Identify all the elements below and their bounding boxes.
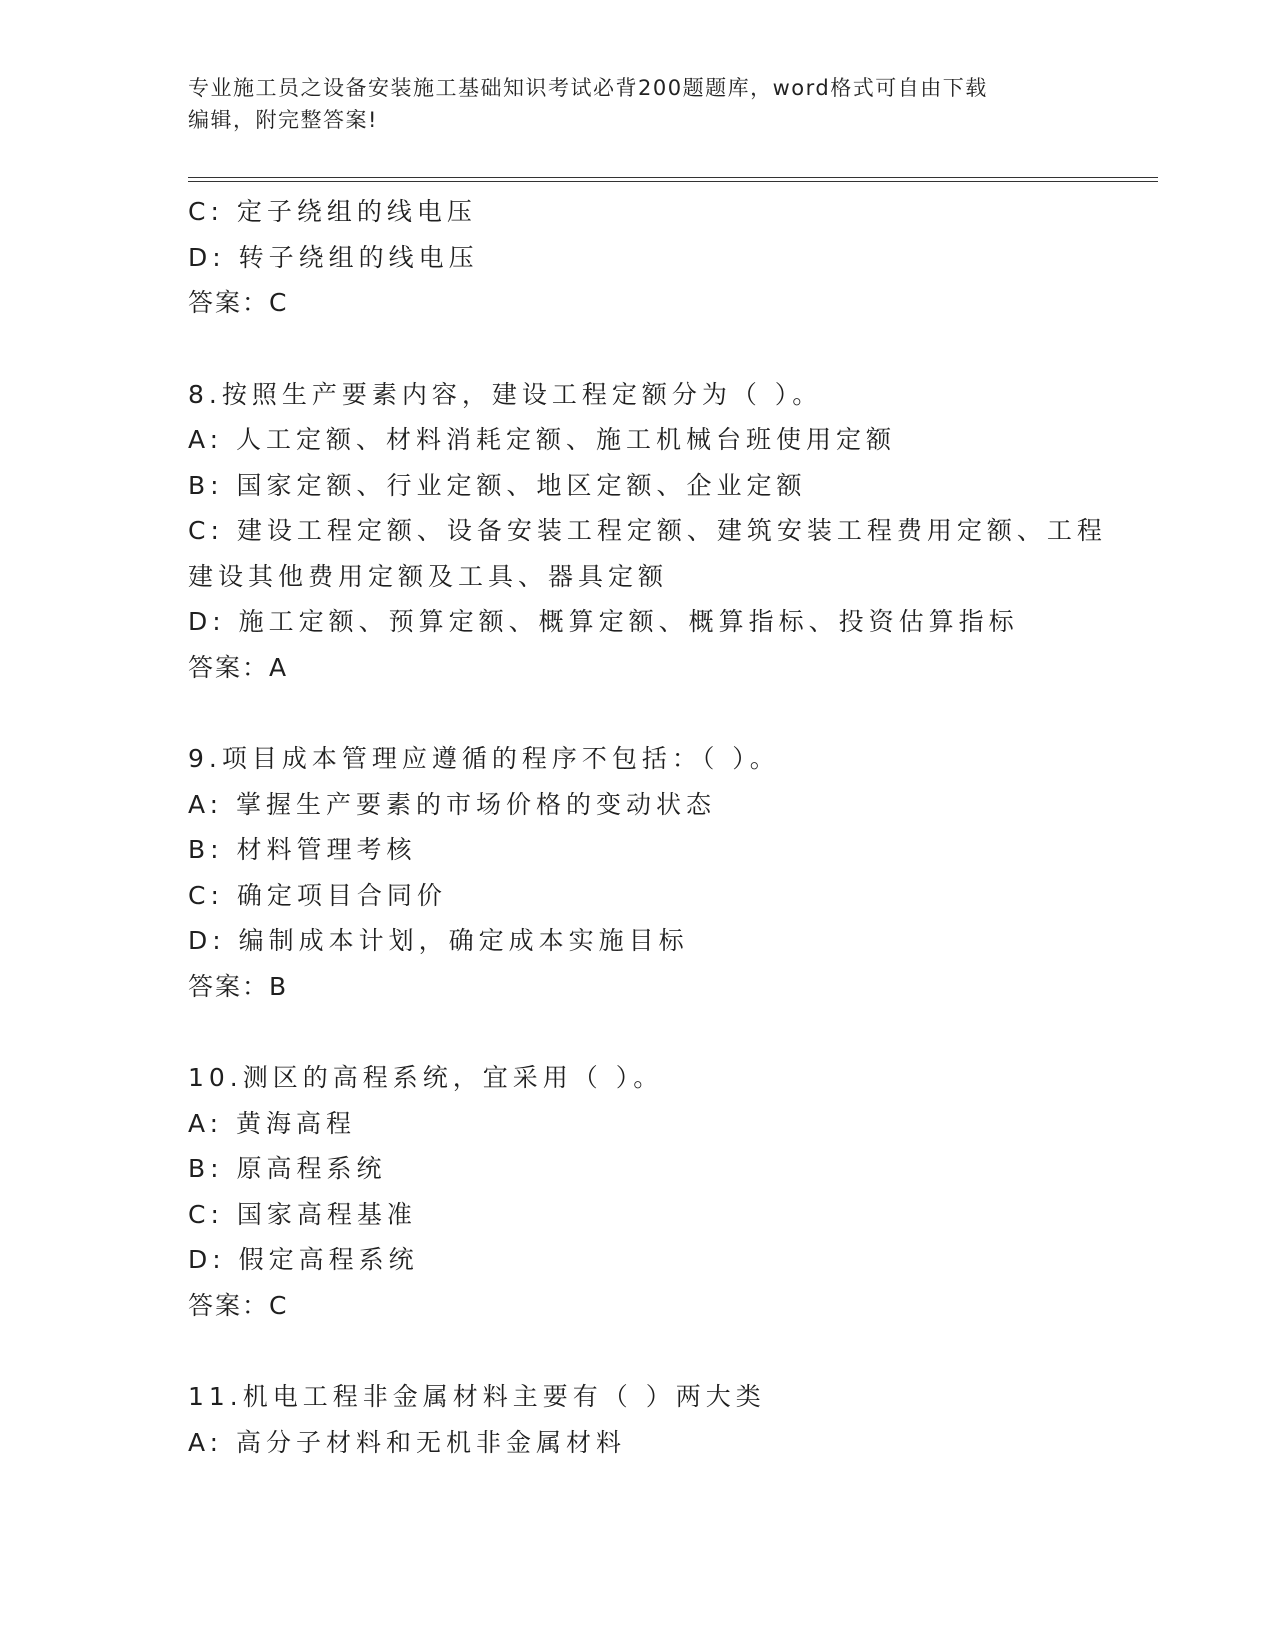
answer-line: 答案：B — [188, 971, 289, 1001]
question-block-11 — [188, 1374, 1088, 1465]
question-block-10 — [188, 1055, 1088, 1328]
option-c: C: 定子绕组的线电压 — [188, 197, 477, 226]
header-title-line-1: 专业施工员之设备安装施工基础知识考试必背200题题库，word格式可自由下载 — [188, 76, 988, 100]
option-c-continued: 建设其他费用定额及工具、器具定额 — [188, 561, 669, 591]
option-d: D: 假定高程系统 — [188, 1245, 419, 1274]
answer-line: 答案：C — [188, 288, 289, 317]
header-title-line-2: 编辑，附完整答案! — [188, 108, 378, 132]
option-d: D: 转子绕组的线电压 — [188, 242, 479, 272]
option-b: B: 原高程系统 — [188, 1154, 387, 1183]
option-b: B: 国家定额、行业定额、地区定额、企业定额 — [188, 470, 807, 500]
spacer — [188, 1328, 1088, 1374]
question-text: 10.测区的高程系统，宜采用（ ）。 — [188, 1063, 664, 1092]
option-a: A: 掌握生产要素的市场价格的变动状态 — [188, 789, 717, 819]
spacer — [188, 1009, 1088, 1055]
option-b: B: 材料管理考核 — [188, 835, 417, 864]
question-block-8 — [188, 372, 1107, 691]
question-text: 8.按照生产要素内容，建设工程定额分为（ ）。 — [188, 379, 823, 409]
option-c: C: 国家高程基准 — [188, 1199, 417, 1229]
document-header — [188, 72, 1088, 136]
question-text: 9.项目成本管理应遵循的程序不包括：（ ）。 — [188, 744, 780, 773]
header-rule-bottom — [188, 181, 1158, 182]
spacer — [188, 326, 1088, 372]
option-a: A: 人工定额、材料消耗定额、施工机械台班使用定额 — [188, 425, 897, 454]
question-block-9 — [188, 736, 1088, 1009]
header-rule-top — [188, 177, 1158, 178]
option-a: A: 高分子材料和无机非金属材料 — [188, 1427, 627, 1457]
option-a: A: 黄海高程 — [188, 1108, 357, 1138]
option-d: D: 编制成本计划，确定成本实施目标 — [188, 926, 689, 955]
option-c: C: 建设工程定额、设备安装工程定额、建筑安装工程费用定额、工程 — [188, 516, 1107, 545]
question-list — [188, 189, 1107, 1465]
question-text: 11.机电工程非金属材料主要有（ ）两大类 — [188, 1382, 766, 1411]
spacer — [188, 690, 1088, 736]
answer-line: 答案：C — [188, 1290, 289, 1320]
question-block-7 — [188, 189, 1088, 326]
option-d: D: 施工定额、预算定额、概算定额、概算指标、投资估算指标 — [188, 607, 1019, 636]
option-c: C: 确定项目合同价 — [188, 880, 447, 910]
answer-line: 答案：A — [188, 652, 289, 682]
